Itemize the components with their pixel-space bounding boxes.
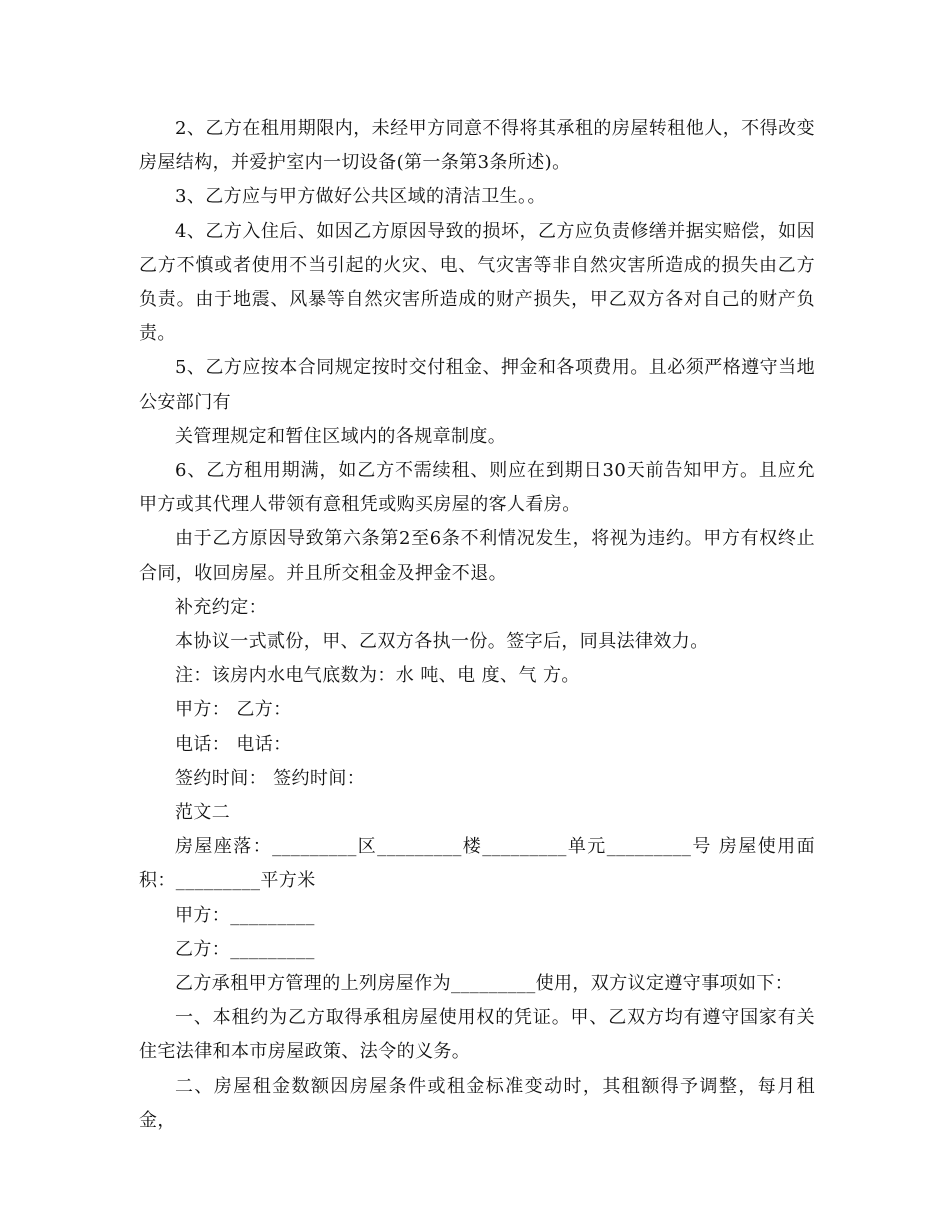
paragraph-clause-6: 6、乙方租用期满，如乙方不需续租、则应在到期日30天前告知甲方。且应允甲方或其代理人带领有意租凭或购买房屋的客人看房。 bbox=[139, 460, 815, 516]
document-body bbox=[139, 112, 815, 1138]
paragraph-clause-2: 2、乙方在租用期限内，未经甲方同意不得将其承租的房屋转租他人，不得改变房屋结构，并爱护室内一切设备(第一条第3条所述)。 bbox=[139, 118, 815, 174]
paragraph-property-location: 房屋座落：_________区_________楼_________单元_________号 房屋使用面积：_________平方米 bbox=[139, 836, 815, 892]
paragraph-clause-5: 5、乙方应按本合同规定按时交付租金、押金和各项费用。且必须严格遵守当地公安部门有 bbox=[139, 357, 815, 413]
paragraph-article-2: 二、房屋租金数额因房屋条件或租金标准变动时，其租额得予调整，每月租金， bbox=[139, 1075, 815, 1131]
signature-phone-line: 电话： 电话： bbox=[175, 733, 292, 755]
party-a-field: 甲方：_________ bbox=[175, 904, 315, 926]
paragraph-article-1: 一、本租约为乙方取得承租房屋使用权的凭证。甲、乙双方均有遵守国家有关住宅法律和本市房屋政策、法令的义务。 bbox=[139, 1007, 815, 1063]
supplementary-heading: 补充约定： bbox=[175, 596, 267, 618]
signature-party-line: 甲方： 乙方： bbox=[175, 699, 292, 721]
paragraph-clause-3: 3、乙方应与甲方做好公共区域的清洁卫生。。 bbox=[175, 186, 546, 208]
paragraph-clause-4: 4、乙方入住后、如因乙方原因导致的损坏，乙方应负责修缮并据实赔偿，如因乙方不慎或者使用不当引起的火灾、电、气灾害等非自然灾害所造成的损失由乙方负责。由于地震、风暴等自然灾害所造成的财产损失，甲乙双方各对自己的财产负责。 bbox=[139, 220, 815, 345]
party-b-field: 乙方：_________ bbox=[175, 938, 315, 960]
paragraph-meter-readings: 注：该房内水电气底数为：水 吨、电 度、气 方。 bbox=[175, 665, 580, 687]
paragraph-clause-5-continued: 关管理规定和暂住区域内的各规章制度。 bbox=[175, 425, 507, 447]
paragraph-copies: 本协议一式贰份，甲、乙双方各执一份。签字后，同具法律效力。 bbox=[175, 631, 709, 653]
paragraph-usage: 乙方承租甲方管理的上列房屋作为_________使用，双方议定遵守事项如下： bbox=[175, 973, 794, 995]
signature-date-line: 签约时间： 签约时间： bbox=[175, 767, 366, 789]
paragraph-breach: 由于乙方原因导致第六条第2至6条不利情况发生，将视为违约。甲方有权终止合同，收回房屋。并且所交租金及押金不退。 bbox=[139, 528, 815, 584]
section-heading-sample-2: 范文二 bbox=[175, 802, 231, 824]
